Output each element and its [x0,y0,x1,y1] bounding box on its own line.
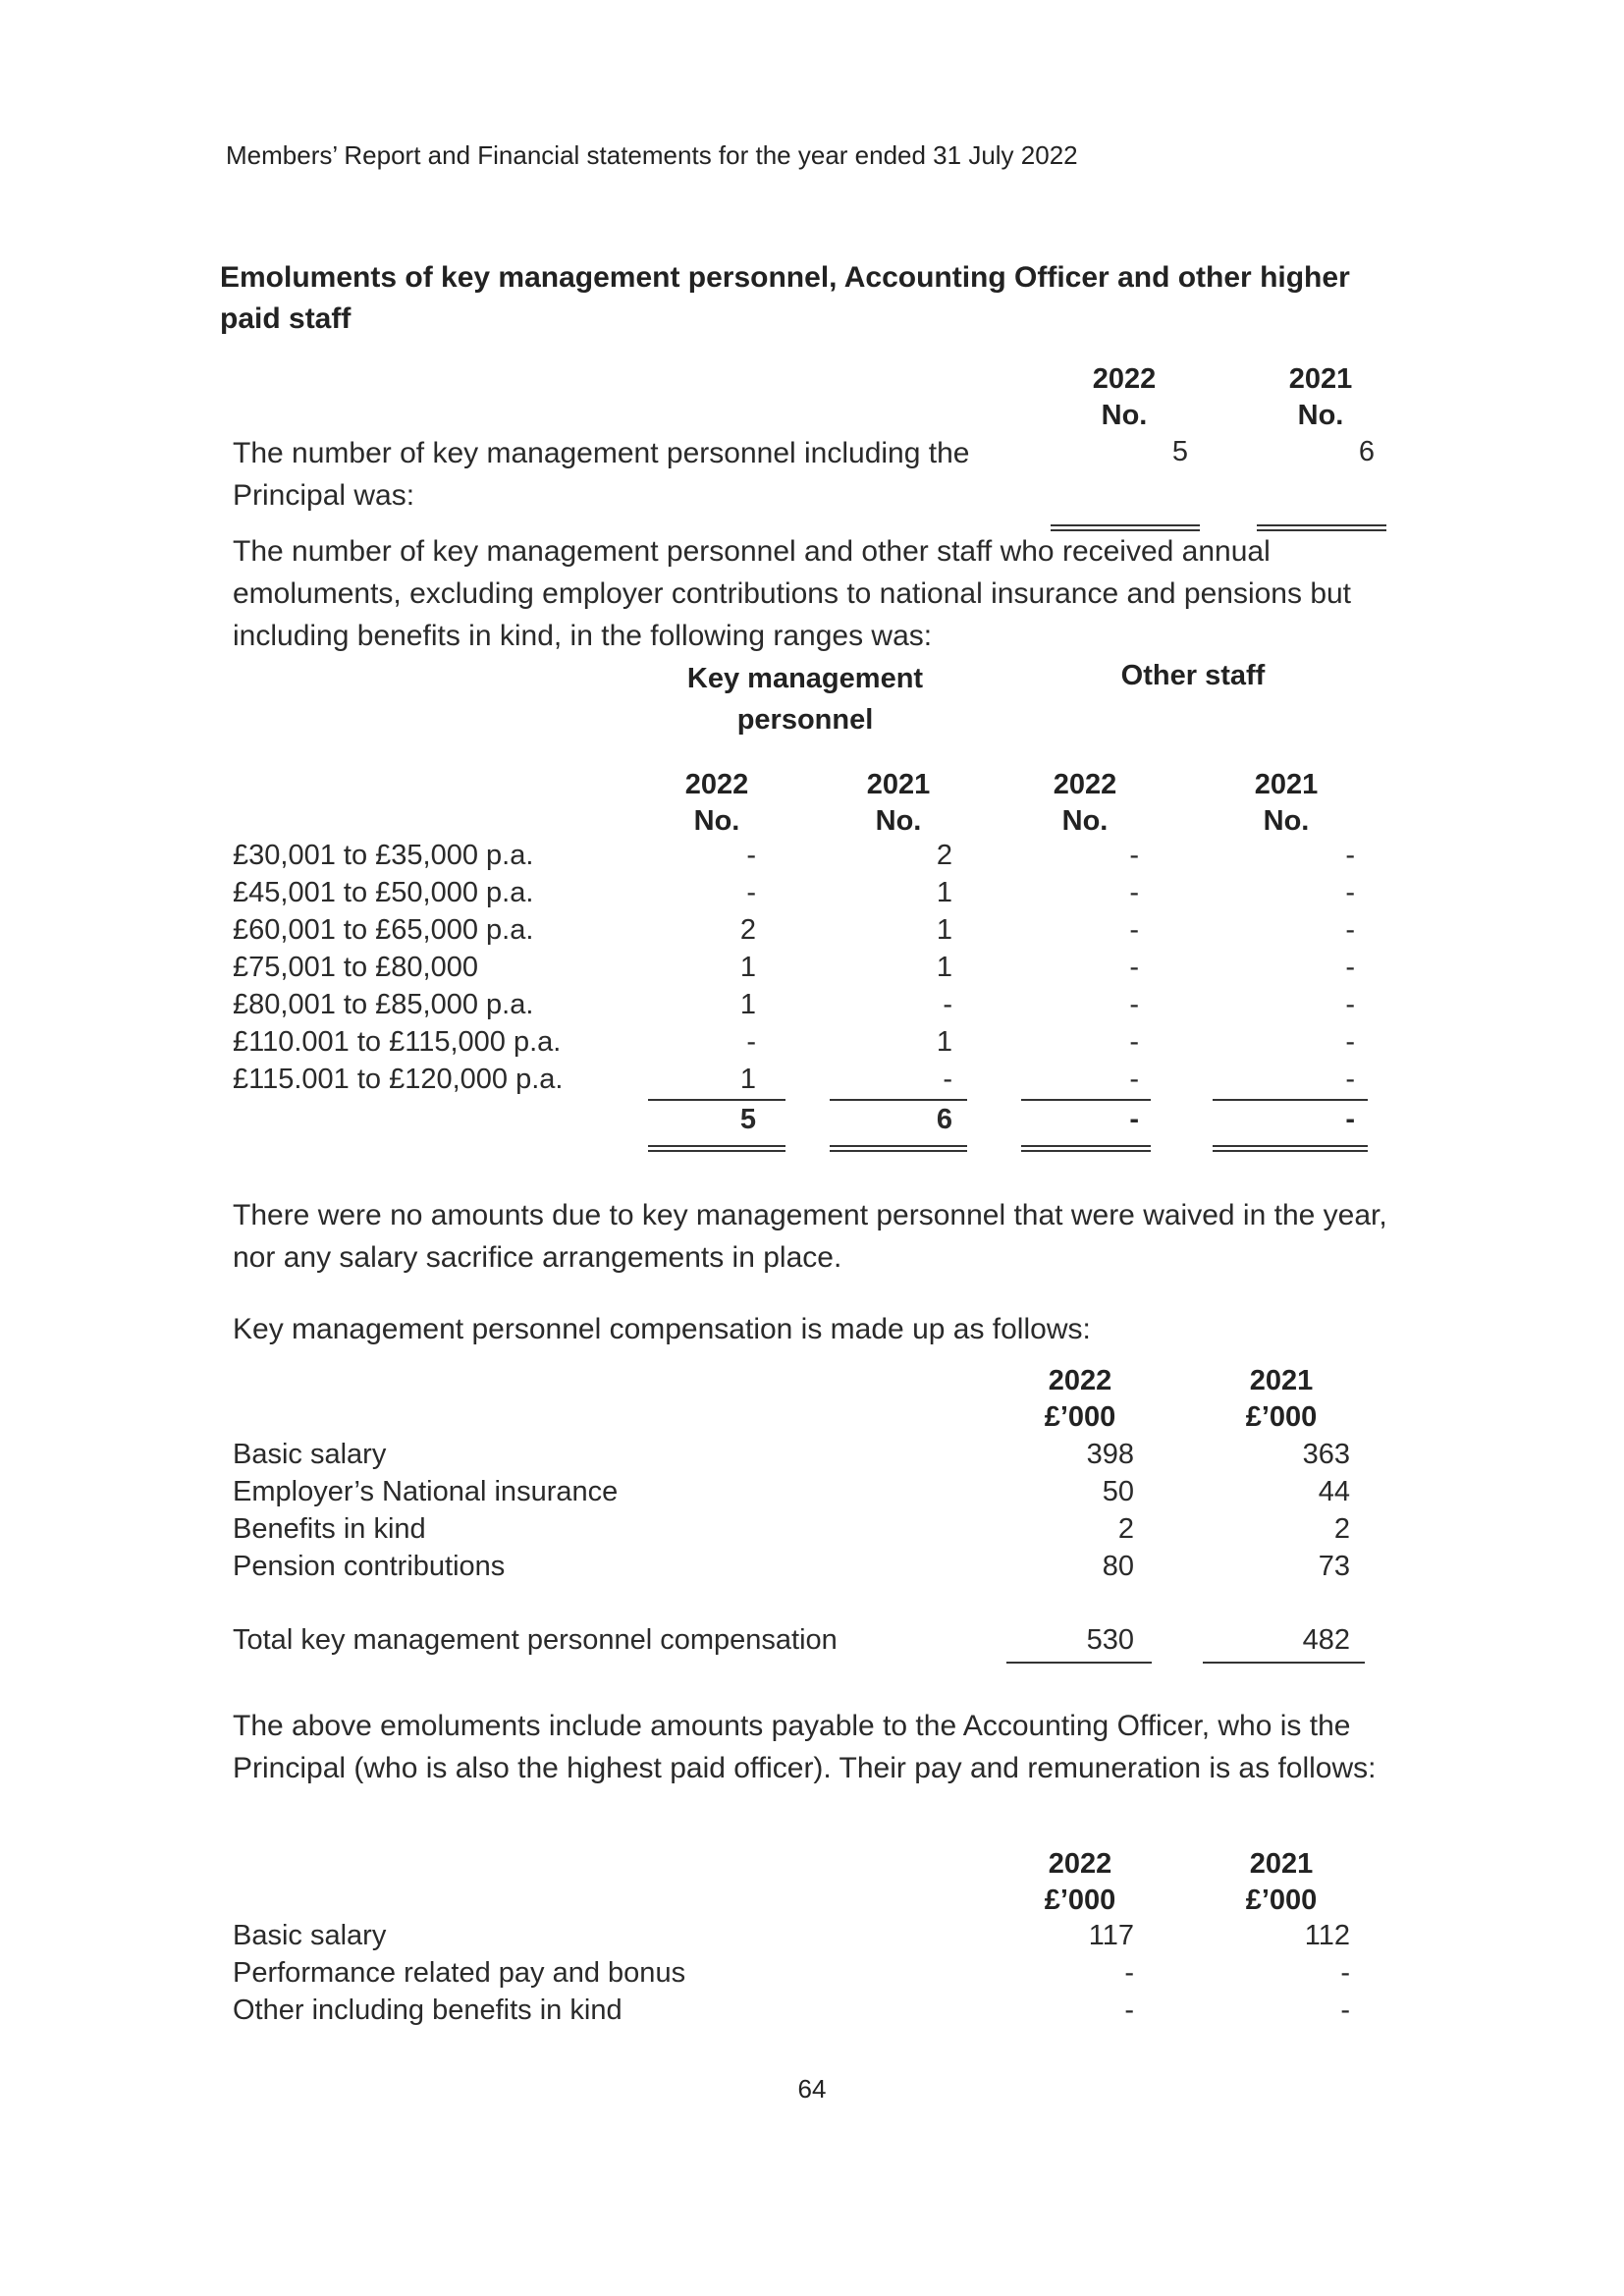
comp-2021: 44 [1318,1476,1350,1507]
comp-intro: Key management personnel compensation is made up as follows: [233,1313,1091,1345]
bands-col-other-2022: 2022 No. [1053,769,1117,837]
band-other-2021: - [1345,1064,1355,1095]
comp-total-2021: 482 [1302,1624,1350,1656]
principal-row-label: Performance related pay and bonus [233,1957,686,1989]
band-row-label: £115.001 to £120,000 p.a. [233,1064,564,1095]
comp-col-2021: 2021 £’000 [1245,1365,1318,1433]
band-kmp-2021: 2 [936,840,952,871]
band-kmp-2021: - [943,1064,952,1095]
principal-intro: The above emoluments include amounts payable to the Accounting Officer, who is the Principal (who is also the highest paid officer). Their pay and remuneration is as follows: [233,1710,1377,1784]
band-other-2022: - [1129,914,1139,946]
band-kmp-2021-rule [830,1099,967,1101]
band-kmp-2022: - [746,1026,756,1058]
band-other-2021: - [1345,1026,1355,1058]
band-other-2021: - [1345,989,1355,1020]
band-total-kmp-2021: 6 [936,1104,952,1135]
band-total-other-2022-rule [1021,1145,1151,1152]
kmp-count-label: The number of key management personnel including the Principal was: [233,437,970,512]
principal-2021: - [1340,1957,1350,1989]
comp-row-label: Employer’s National insurance [233,1476,619,1507]
band-other-2021: - [1345,952,1355,983]
band-kmp-2022: - [746,840,756,871]
page-header: Members’ Report and Financial statements for the year ended 31 July 2022 [226,140,1078,170]
band-row-label: £45,001 to £50,000 p.a. [233,877,534,908]
band-other-2022: - [1129,989,1139,1020]
kmp-count-2021: 6 [1358,436,1375,467]
band-kmp-2021: 1 [936,877,952,908]
bands-col-other-2021: 2021 No. [1254,769,1319,837]
band-other-2022: - [1129,877,1139,908]
band-other-2021-rule [1213,1099,1368,1101]
band-other-2022: - [1129,840,1139,871]
bands-group-kmp: Key management personnel [686,663,924,736]
comp-row-label: Pension contributions [233,1551,506,1582]
band-total-kmp-2022-rule [648,1145,785,1152]
band-row-label: £110.001 to £115,000 p.a. [233,1026,562,1058]
comp-2021: 73 [1318,1551,1350,1582]
band-other-2022: - [1129,952,1139,983]
band-other-2021: - [1345,877,1355,908]
band-total-kmp-2021-rule [830,1145,967,1152]
kmp-count-col-2021: 2021 No. [1288,363,1353,431]
band-other-2021: - [1345,914,1355,946]
band-row-label: £75,001 to £80,000 [233,952,478,983]
bands-col-kmp-2022: 2022 No. [684,769,749,837]
comp-col-2022: 2022 £’000 [1044,1365,1116,1433]
principal-row-label: Basic salary [233,1920,387,1951]
band-total-other-2022: - [1129,1104,1139,1135]
section-title: Emoluments of key management personnel, Accounting Officer and other higher paid staff [220,261,1350,335]
band-other-2022-rule [1021,1099,1151,1101]
band-total-kmp-2022: 5 [739,1104,756,1135]
band-kmp-2021: - [943,989,952,1020]
principal-2022: 117 [1088,1920,1134,1951]
waived-text: There were no amounts due to key management personnel that were waived in the year, nor any salary sacrifice arrangements in place. [233,1199,1387,1274]
comp-2022: 80 [1102,1551,1134,1582]
comp-2022: 398 [1086,1439,1134,1470]
principal-2021: - [1340,1995,1350,2026]
comp-total-2022-rule [1006,1662,1152,1664]
principal-2022: - [1124,1995,1134,2026]
principal-2021: 112 [1304,1920,1350,1951]
band-total-other-2021: - [1345,1104,1355,1135]
comp-total-2021-rule [1203,1662,1365,1664]
comp-total-2022: 530 [1086,1624,1134,1656]
principal-row-label: Other including benefits in kind [233,1995,623,2026]
comp-total-label: Total key management personnel compensation [233,1624,838,1656]
comp-2021: 2 [1333,1513,1350,1545]
band-kmp-2022: 1 [739,989,756,1020]
band-row-label: £60,001 to £65,000 p.a. [233,914,534,946]
band-kmp-2022: 1 [739,952,756,983]
band-other-2021: - [1345,840,1355,871]
band-kmp-2022: 2 [739,914,756,946]
band-kmp-2022: - [746,877,756,908]
band-kmp-2021: 1 [936,914,952,946]
kmp-count-2022: 5 [1171,436,1188,467]
band-kmp-2021: 1 [936,1026,952,1058]
principal-2022: - [1124,1957,1134,1989]
band-row-label: £80,001 to £85,000 p.a. [233,989,534,1020]
band-kmp-2022-rule [648,1099,785,1101]
comp-2022: 50 [1102,1476,1134,1507]
kmp-count-col-2022: 2022 No. [1092,363,1157,431]
principal-col-2021: 2021 £’000 [1245,1848,1318,1916]
band-kmp-2021: 1 [936,952,952,983]
page-number: 64 [797,2074,827,2104]
band-other-2022: - [1129,1026,1139,1058]
band-total-other-2021-rule [1213,1145,1368,1152]
principal-col-2022: 2022 £’000 [1044,1848,1116,1916]
bands-intro: The number of key management personnel and other staff who received annual emoluments, excluding employer contributions to national insurance and pensions but including benefits in kind, in the following ranges was: [233,535,1352,652]
bands-col-kmp-2021: 2021 No. [866,769,931,837]
comp-2022: 2 [1117,1513,1134,1545]
comp-row-label: Benefits in kind [233,1513,426,1545]
bands-group-other: Other staff [1120,660,1266,691]
band-row-label: £30,001 to £35,000 p.a. [233,840,534,871]
comp-2021: 363 [1302,1439,1350,1470]
band-other-2022: - [1129,1064,1139,1095]
band-kmp-2022: 1 [739,1064,756,1095]
comp-row-label: Basic salary [233,1439,387,1470]
